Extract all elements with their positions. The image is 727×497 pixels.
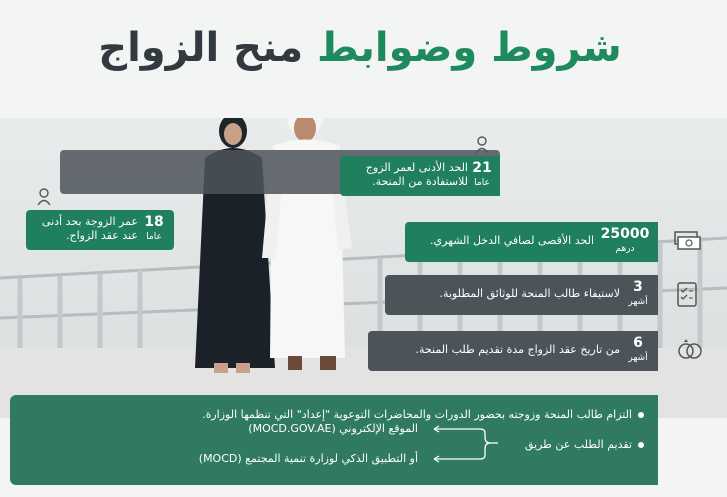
rings-icon [676,336,704,362]
money-icon [672,228,702,254]
title-dark: منح الزواج [98,25,304,71]
footer-option-app: أو التطبيق الذكي لوزارة تنمية المجتمع (MOCD) [198,452,418,465]
documents-value: 3 [633,279,643,295]
footer-item2-text: تقديم الطلب عن طريق [524,438,632,451]
title-green: شروط وضوابط [317,25,622,71]
wife-age-text: عمر الزوجة بحد أدنى عند عقد الزواج. [41,215,138,242]
footer-option-website: الموقع الإلكتروني (MOCD.GOV.AE) [248,422,418,435]
documents-text: لاستيفاء طالب المنحة للوثائق المطلوبة. [439,287,620,300]
bride-icon [36,188,52,206]
husband-age-unit: عاما [474,178,490,188]
wife-age-box [26,210,174,250]
husband-age-box [340,156,500,196]
bullet-icon [638,412,644,418]
documents-box [385,275,658,315]
groom-icon [474,136,490,154]
page-title [60,18,660,78]
footer-item1-text: التزام طالب المنحة وزوجته بحضور الدورات والمحاضرات التوعوية "إعداد" التي تنظمها الوزارة. [202,408,632,421]
income-value: 25000 [600,226,650,242]
wife-age-value: 18 [144,214,164,230]
marriage-date-text: من تاريخ عقد الزواج مدة تقديم طلب المنحة. [415,343,620,356]
income-box [405,222,658,262]
husband-age-text: الحد الأدنى لعمر الزوج للاستفادة من المنحة. [365,161,468,188]
footer-item-apply [525,437,644,453]
branch-arrows-icon [430,423,500,465]
documents-unit: أشهر [628,297,648,307]
wife-age-unit: عاما [146,232,162,242]
husband-age-value: 21 [472,160,492,176]
marriage-date-unit: أشهر [628,353,648,363]
income-unit: درهم [615,244,635,254]
marriage-date-value: 6 [633,335,643,351]
checklist-icon [676,280,698,308]
bullet-icon [638,442,644,448]
footer-panel [10,395,658,485]
income-text: الحد الأقصى لصافي الدخل الشهري. [429,234,594,247]
marriage-date-box [368,331,658,371]
